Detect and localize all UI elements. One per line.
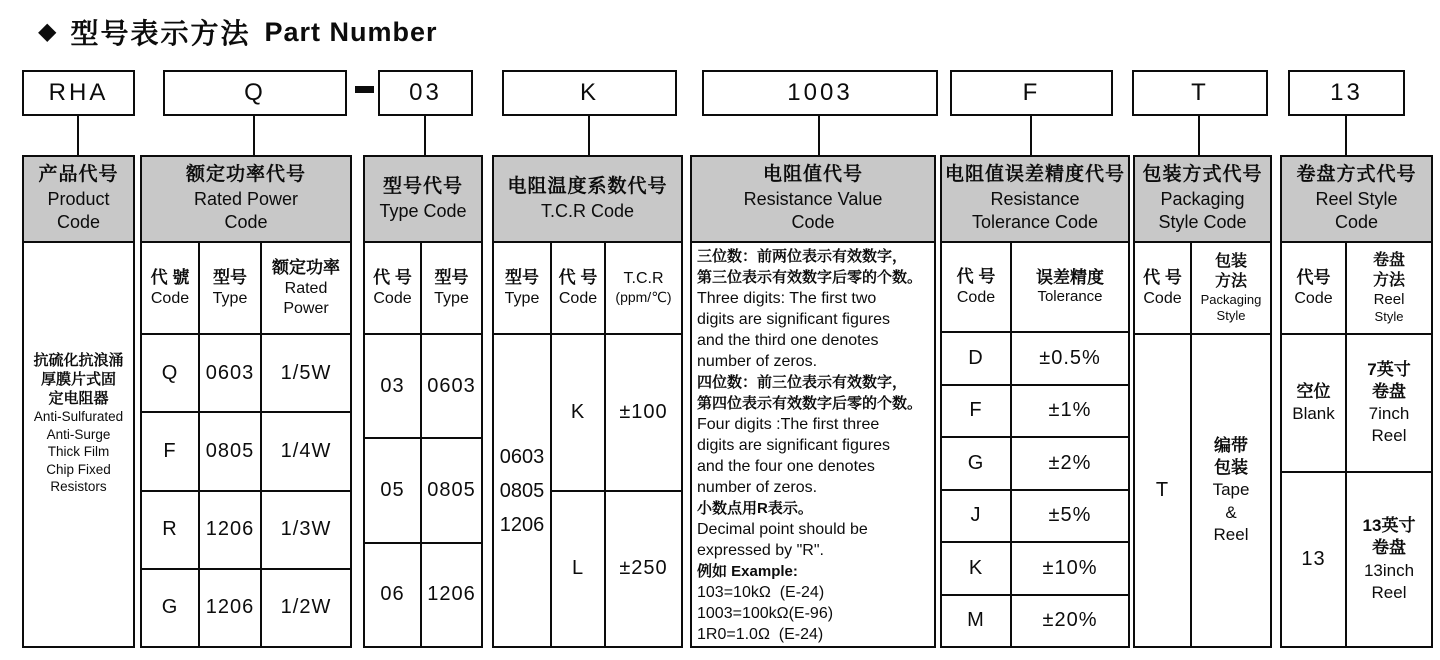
header-zh: 电阻温度系数代号	[507, 175, 668, 197]
cell-reel-style	[1345, 473, 1431, 646]
reel-line: 7inch	[1368, 404, 1410, 423]
rv-line: 小数点用R表示。	[697, 500, 813, 517]
rv-line: 1003=100kΩ(E-96)	[697, 605, 834, 622]
rv-line: expressed by "R".	[697, 542, 824, 559]
sub-zh: 代 号	[956, 267, 996, 287]
sub-zh: 代 號	[150, 268, 190, 288]
header-en: Code	[56, 212, 101, 233]
cell-tolerance: ±2%	[1010, 438, 1128, 489]
subheader-code	[1135, 243, 1190, 333]
connector-line	[588, 116, 590, 155]
cell-code: K	[968, 556, 984, 579]
cell-code	[1282, 335, 1345, 471]
packaging-rows	[1135, 335, 1270, 646]
tcr-rows	[494, 335, 681, 646]
cell-tcr: ±100	[604, 335, 681, 490]
cell-type: 0603	[198, 335, 260, 411]
product-zh-line: 抗硫化抗浪涌	[33, 352, 124, 370]
rated-power-subheader	[142, 243, 350, 335]
subheader-type	[494, 243, 550, 333]
rv-line: 第三位表示有效数字后零的个数。	[697, 269, 923, 286]
subheader-reel	[1345, 243, 1431, 333]
header-en: Product	[47, 188, 110, 209]
cell-code: F	[969, 399, 983, 422]
cell-type: 1206	[198, 492, 260, 568]
title-zh: 型号表示方法	[70, 18, 251, 49]
reel-subheader	[1282, 243, 1431, 335]
reel-line: 卷盘	[1372, 381, 1406, 401]
reel-line: 7英寸	[1367, 359, 1411, 379]
cell-code: 03	[380, 374, 405, 397]
cell-code: 05	[380, 478, 405, 501]
part-box-reel: 13	[1288, 70, 1405, 116]
table-row	[365, 335, 481, 437]
cell-tolerance: ±1%	[1010, 386, 1128, 437]
resistance-value-description	[692, 243, 934, 646]
tcr-header	[494, 157, 681, 243]
sub-zh: 代号	[1296, 268, 1331, 288]
sub-en: Type	[504, 289, 540, 307]
product-en-line: Anti-Surge	[46, 426, 111, 442]
sub-en: Code	[1143, 289, 1182, 307]
sub-en: (ppm/℃)	[615, 289, 672, 306]
cell-code: Q	[161, 361, 179, 384]
header-en: T.C.R Code	[540, 200, 635, 221]
page-title	[38, 12, 438, 52]
header-en: Code	[224, 212, 268, 233]
header-zh: 电阻值代号	[762, 164, 863, 186]
sub-zh: 代 号	[373, 268, 412, 288]
sub-en: Code	[150, 289, 190, 307]
table-row	[942, 384, 1128, 437]
sub-zh: 卷盘	[1372, 251, 1405, 269]
header-zh: 型号代号	[382, 175, 463, 197]
sub-zh: 型号	[434, 268, 469, 288]
connector-line	[1030, 116, 1032, 155]
connector-line	[1198, 116, 1200, 155]
title-en: Part Number	[264, 16, 438, 47]
header-zh: 产品代号	[38, 164, 119, 186]
header-en: Code	[791, 212, 835, 233]
table-row	[1282, 335, 1431, 471]
rv-line: number of zeros.	[697, 479, 818, 496]
sub-zh: 代 号	[558, 268, 598, 288]
sub-zh: 方法	[1214, 272, 1247, 290]
pkg-line: &	[1225, 502, 1237, 522]
packaging-header	[1135, 157, 1270, 243]
product-en-line: Anti-Sulfurated	[33, 409, 124, 425]
cell-code: F	[163, 439, 177, 462]
code-line: Blank	[1292, 404, 1335, 423]
sub-en: Rated	[284, 279, 328, 297]
rv-line: Decimal point should be	[697, 521, 868, 538]
sub-en: Code	[373, 289, 412, 307]
reel-style-header	[1282, 157, 1431, 243]
subheader-tcr	[604, 243, 681, 333]
sub-en: Power	[283, 299, 329, 317]
connector-line	[818, 116, 820, 155]
table-row	[552, 335, 681, 490]
table-row	[365, 542, 481, 646]
subheader-tolerance	[1010, 243, 1128, 331]
packaging-subheader	[1135, 243, 1270, 335]
sub-zh: 方法	[1372, 271, 1405, 289]
header-en: Style Code	[1158, 212, 1247, 233]
subheader-type	[198, 243, 260, 333]
cell-power: 1/2W	[260, 570, 350, 646]
tolerance-rows	[942, 333, 1128, 646]
subheader-code	[942, 243, 1010, 331]
cell-code: L	[571, 557, 585, 580]
cell-packaging	[1190, 335, 1270, 646]
rv-line: Three digits: The first two	[697, 290, 877, 307]
part-box-packaging: T	[1132, 70, 1268, 116]
rv-line: and the third one denotes	[697, 332, 879, 349]
sub-en: Code	[558, 289, 598, 307]
table-row	[942, 541, 1128, 594]
rated-power-rows	[142, 335, 350, 646]
cell-code: M	[967, 609, 985, 632]
table-row	[942, 489, 1128, 542]
type-code-rows	[365, 335, 481, 646]
product-en-line: Thick Film	[47, 444, 110, 460]
rv-line: number of zeros.	[697, 353, 818, 370]
header-en: Tolerance Code	[971, 212, 1099, 233]
cell-type: 1206	[198, 570, 260, 646]
column-tolerance	[940, 155, 1130, 648]
table-row	[942, 333, 1128, 384]
rv-line: 103=10kΩ (E-24)	[697, 584, 825, 601]
column-tcr-code	[492, 155, 683, 648]
product-zh-line: 厚膜片式固	[40, 371, 116, 389]
connector-line	[77, 116, 79, 155]
part-box-power: Q	[163, 70, 347, 116]
reel-line: Reel	[1371, 426, 1407, 446]
sub-en: Code	[956, 288, 996, 306]
column-reel-style	[1280, 155, 1433, 648]
rv-line: 第四位表示有效数字后零的个数。	[697, 395, 923, 412]
header-zh: 包装方式代号	[1142, 164, 1263, 186]
pkg-line: Tape	[1212, 480, 1250, 500]
sub-en: T.C.R	[623, 270, 664, 288]
type-value: 0805	[499, 479, 545, 502]
rv-line: 1R0=1.0Ω (E-24)	[697, 626, 824, 643]
cell-code: 13	[1301, 548, 1326, 570]
cell-tolerance: ±5%	[1010, 491, 1128, 542]
reel-line: 卷盘	[1372, 538, 1406, 558]
table-row	[1282, 471, 1431, 646]
cell-tolerance: ±10%	[1010, 543, 1128, 594]
cell-tolerance: ±20%	[1010, 596, 1128, 647]
cell-type: 0805	[420, 439, 481, 541]
part-box-product: RHA	[22, 70, 135, 116]
reel-line: 13inch	[1363, 560, 1415, 580]
connector-line	[424, 116, 426, 155]
dash-separator	[355, 86, 374, 93]
subheader-code	[365, 243, 420, 333]
tolerance-subheader	[942, 243, 1128, 333]
cell-tolerance: ±0.5%	[1010, 333, 1128, 384]
sub-zh: 误差精度	[1036, 268, 1104, 287]
cell-code: G	[161, 596, 179, 619]
rv-line: 三位数：前两位表示有效数字，	[697, 248, 908, 265]
product-en-line: Chip Fixed	[46, 461, 111, 477]
table-row	[142, 490, 350, 568]
header-en: Type Code	[379, 200, 467, 221]
pkg-line: Reel	[1213, 524, 1249, 544]
cell-type-span	[494, 335, 552, 646]
sub-en: Type	[212, 289, 248, 307]
header-zh: 电阻值误差精度代号	[944, 164, 1125, 186]
cell-power: 1/4W	[260, 413, 350, 489]
cell-code: R	[162, 518, 178, 541]
sub-en: Style	[1216, 308, 1246, 323]
part-box-resistance: 1003	[702, 70, 938, 116]
rv-line: digits are significant figures	[697, 311, 890, 328]
table-row	[142, 411, 350, 489]
cell-code: J	[970, 504, 982, 527]
cell-code: K	[570, 400, 586, 423]
type-value: 0603	[499, 445, 545, 468]
product-description	[24, 243, 133, 646]
sub-en: Type	[434, 289, 469, 307]
tcr-subheader	[494, 243, 681, 335]
cell-tcr: ±250	[604, 492, 681, 647]
header-en: Code	[1334, 212, 1379, 233]
table-row	[142, 568, 350, 646]
cell-power: 1/5W	[260, 335, 350, 411]
connector-line	[253, 116, 255, 155]
header-en: Packaging	[1160, 188, 1245, 209]
subheader-power	[260, 243, 350, 333]
sub-zh: 包装	[1214, 252, 1247, 270]
table-row	[942, 594, 1128, 647]
column-product-code	[22, 155, 135, 648]
cell-code: G	[967, 451, 985, 474]
table-row	[1135, 335, 1270, 646]
header-zh: 卷盘方式代号	[1296, 164, 1417, 186]
rv-line: digits are significant figures	[697, 437, 890, 454]
part-box-type: 03	[378, 70, 473, 116]
sub-en: Style	[1374, 309, 1404, 325]
code-line: 空位	[1296, 381, 1331, 401]
table-row	[552, 490, 681, 647]
rv-line: Four digits :The first three	[697, 416, 880, 433]
rv-line: and the four one denotes	[697, 458, 875, 475]
product-code-header	[24, 157, 133, 243]
table-row	[942, 436, 1128, 489]
sub-zh: 额定功率	[272, 258, 340, 278]
header-en: Resistance Value	[743, 188, 883, 209]
cell-type: 1206	[420, 544, 481, 646]
reel-line: Reel	[1371, 582, 1407, 602]
cell-power: 1/3W	[260, 492, 350, 568]
reel-line: 13英寸	[1362, 516, 1416, 536]
subheader-type	[420, 243, 481, 333]
subheader-code	[142, 243, 198, 333]
product-zh-line: 定电阻器	[48, 390, 109, 408]
rv-line: 四位数：前三位表示有效数字，	[697, 374, 908, 391]
part-box-tolerance: F	[950, 70, 1113, 116]
reel-rows	[1282, 335, 1431, 646]
sub-zh: 型号	[505, 268, 539, 288]
sub-zh: 型号	[213, 268, 247, 288]
rated-power-header	[142, 157, 350, 243]
product-en-line: Resistors	[50, 479, 107, 495]
type-code-subheader	[365, 243, 481, 335]
pkg-line: 编带	[1214, 436, 1248, 456]
sub-en: Reel	[1373, 290, 1405, 308]
sub-zh: 代 号	[1143, 268, 1182, 288]
tolerance-header	[942, 157, 1128, 243]
cell-code: D	[968, 346, 984, 369]
part-box-tcr: K	[502, 70, 677, 116]
header-en: Reel Style	[1315, 188, 1398, 209]
rv-line: 例如 Example:	[697, 563, 798, 580]
sub-en: Tolerance	[1037, 288, 1103, 306]
type-code-header	[365, 157, 481, 243]
diamond-icon: ◆	[38, 18, 57, 45]
column-resistance-value	[690, 155, 936, 648]
cell-reel-style	[1345, 335, 1431, 471]
column-packaging	[1133, 155, 1272, 648]
sub-en: Code	[1294, 289, 1333, 307]
pkg-line: 包装	[1214, 458, 1248, 478]
cell-type: 0805	[198, 413, 260, 489]
subheader-code	[550, 243, 604, 333]
header-en: Resistance	[990, 188, 1080, 209]
connector-line	[1345, 116, 1347, 155]
resistance-value-header	[692, 157, 934, 243]
subheader-code	[1282, 243, 1345, 333]
table-row	[142, 335, 350, 411]
subheader-packaging	[1190, 243, 1270, 333]
sub-en: Packaging	[1200, 291, 1262, 307]
column-rated-power	[140, 155, 352, 648]
cell-type: 0603	[420, 335, 481, 437]
cell-code: 06	[380, 583, 405, 606]
column-type-code	[363, 155, 483, 648]
header-en: Rated Power	[193, 188, 299, 209]
type-value: 1206	[499, 513, 545, 536]
header-zh: 额定功率代号	[185, 164, 306, 186]
cell-code: T	[1155, 479, 1170, 501]
table-row	[365, 437, 481, 541]
